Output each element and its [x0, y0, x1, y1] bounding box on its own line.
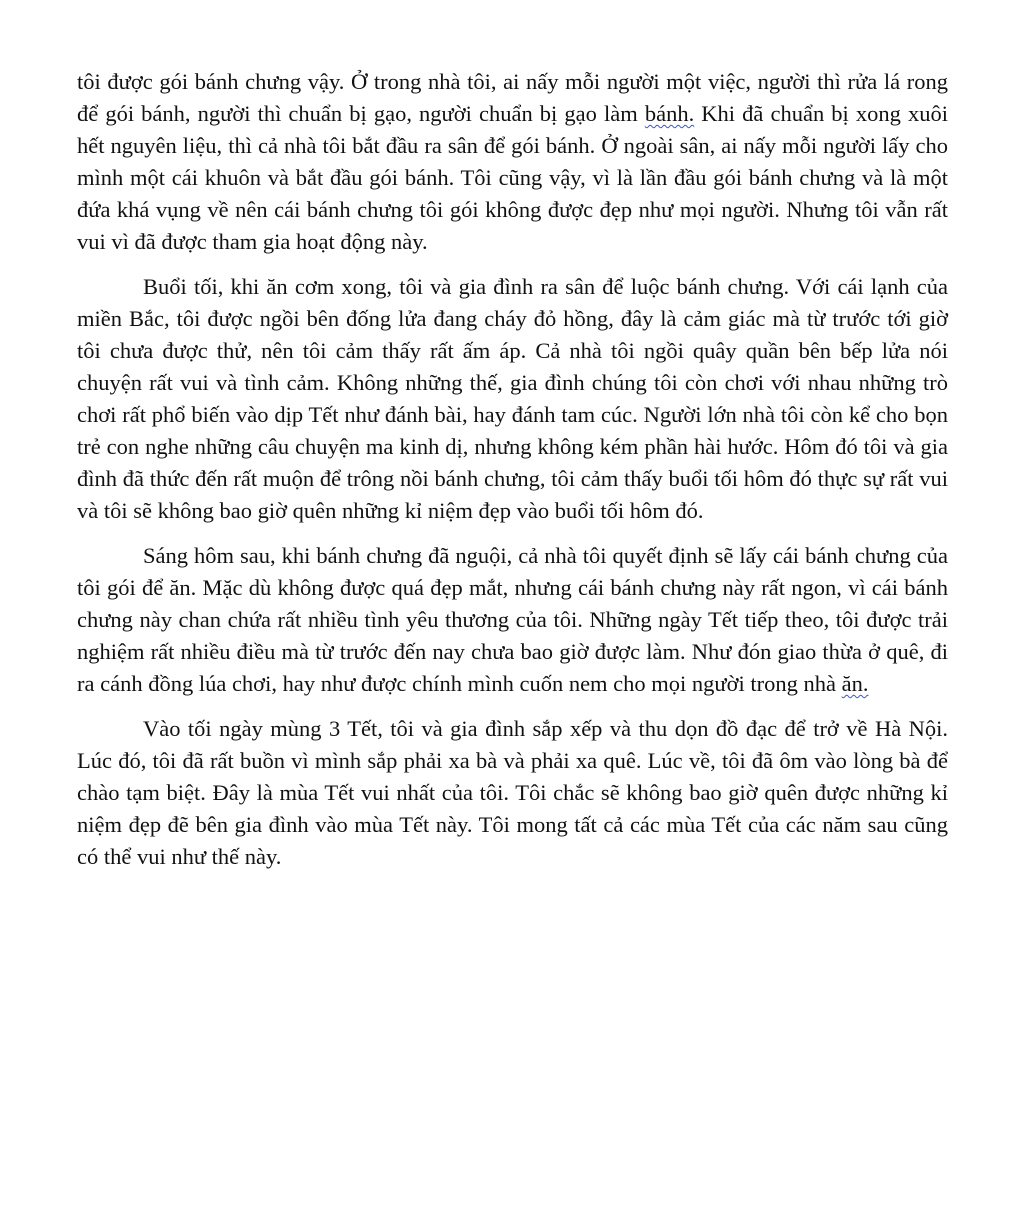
paragraph-3 [77, 540, 948, 700]
paragraph-text: tôi được gói bánh chưng vậy. Ở trong nhà tôi, ai nấy mỗi người một việc, người thì rửa lá rong để gói bánh, người thì chuẩn bị gạo, người chuẩn bị gạo làm [77, 69, 948, 126]
paragraph-1 [77, 66, 948, 258]
paragraph-text: Sáng hôm sau, khi bánh chưng đã nguội, cả nhà tôi quyết định sẽ lấy cái bánh chưng của tôi gói để ăn. Mặc dù không được quá đẹp mắt, nhưng cái bánh chưng này rất ngon, vì cái bánh chưng này chan chứa rất nhiều tình yêu thương của tôi. Những ngày Tết tiếp theo, tôi được trải nghiệm rất nhiều điều mà từ trước đến nay chưa bao giờ được làm. Như đón giao thừa ở quê, đi ra cánh đồng lúa chơi, hay như được chính mình cuốn nem cho mọi người trong nhà [77, 543, 948, 696]
spelling-marked-word: ăn. [841, 671, 869, 696]
paragraph-text: Buổi tối, khi ăn cơm xong, tôi và gia đình ra sân để luộc bánh chưng. Với cái lạnh của miền Bắc, tôi được ngồi bên đống lửa đang cháy đỏ hồng, đây là cảm giác mà từ trước tới giờ tôi chưa được thử, nên tôi cảm thấy rất ấm áp. Cả nhà tôi ngồi quây quần bên bếp lửa nói chuyện rất vui và tình cảm. Không những thế, gia đình chúng tôi còn chơi với nhau những trò chơi rất phổ biến vào dịp Tết như đánh bài, hay đánh tam cúc. Người lớn nhà tôi còn kể cho bọn trẻ con nghe những câu chuyện ma kinh dị, nhưng không kém phần hài hước. Hôm đó tôi và gia đình đã thức đến rất muộn để trông nồi bánh chưng, tôi cảm thấy buổi tối hôm đó thực sự rất vui và tôi sẽ không bao giờ quên những kỉ niệm đẹp vào buổi tối hôm đó. [77, 274, 948, 523]
spelling-marked-word: bánh. [644, 101, 695, 126]
paragraph-2 [77, 271, 948, 527]
paragraph-text: Vào tối ngày mùng 3 Tết, tôi và gia đình sắp xếp và thu dọn đồ đạc để trở về Hà Nội. Lúc đó, tôi đã rất buồn vì mình sắp phải xa bà và phải xa quê. Lúc về, tôi đã ôm vào lòng bà để chào tạm biệt. Đây là mùa Tết vui nhất của tôi. Tôi chắc sẽ không bao giờ quên được những kỉ niệm đẹp đẽ bên gia đình vào mùa Tết này. Tôi mong tất cả các mùa Tết của các năm sau cũng có thể vui như thế này. [77, 716, 948, 869]
paragraph-text: Khi đã chuẩn bị xong xuôi hết nguyên liệu, thì cả nhà tôi bắt đầu ra sân để gói bánh. Ở ngoài sân, ai nấy mỗi người lấy cho mình một cái khuôn và bắt đầu gói bánh. Tôi cũng vậy, vì là lần đầu gói bánh chưng và là một đứa khá vụng về nên cái bánh chưng tôi gói không được đẹp như mọi người. Nhưng tôi vẫn rất vui vì đã được tham gia hoạt động này. [77, 101, 948, 254]
document-page [77, 66, 948, 886]
paragraph-4 [77, 713, 948, 873]
